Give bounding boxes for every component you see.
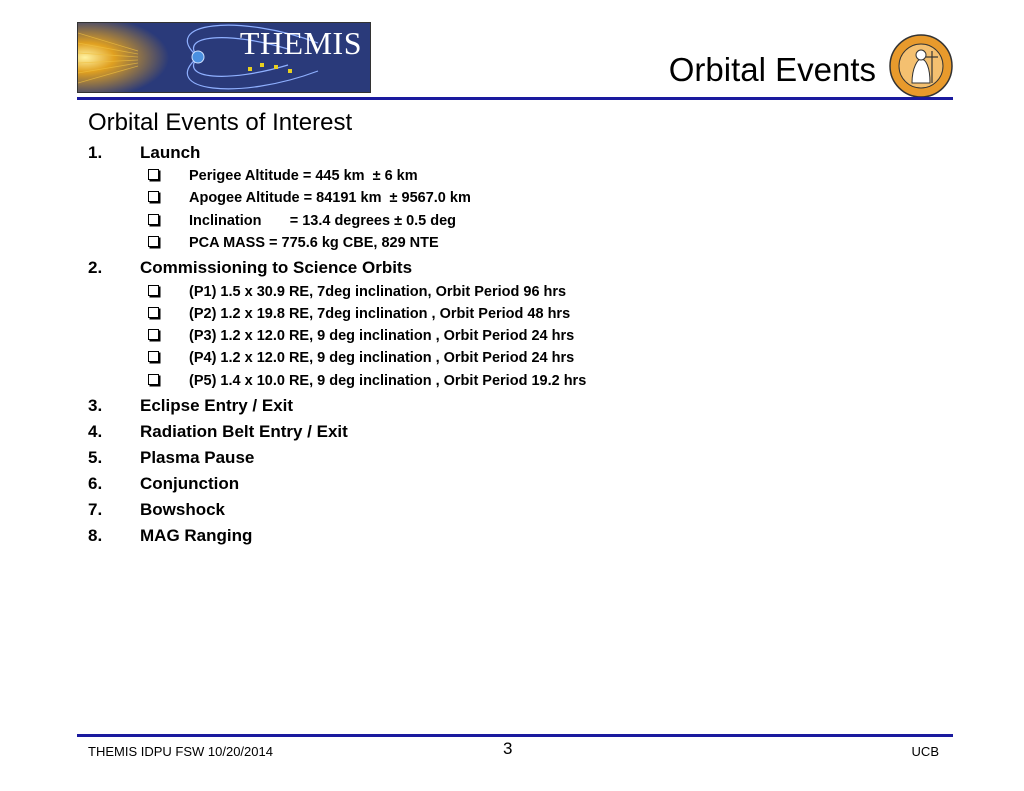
checkbox-bullet-icon [148, 307, 159, 318]
checkbox-bullet-icon [148, 214, 159, 225]
sub-item: PCA MASS = 775.6 kg CBE, 829 NTE [148, 234, 439, 252]
page-number: 3 [503, 739, 513, 758]
sub-item: (P5) 1.4 x 10.0 RE, 9 deg inclination , Orbit Period 19.2 hrs [148, 372, 586, 390]
logo-wordmark: THEMIS [239, 25, 362, 61]
list-item-eclipse: 3. Eclipse Entry / Exit [88, 396, 294, 415]
sub-item: (P2) 1.2 x 19.8 RE, 7deg inclination , Orbit Period 48 hrs [148, 305, 570, 323]
checkbox-bullet-icon [148, 329, 159, 340]
footer-rule [77, 734, 953, 737]
checkbox-bullet-icon [148, 236, 159, 247]
list-item-bowshock: 7. Bowshock [88, 500, 226, 519]
themis-seal-logo [888, 33, 954, 99]
list-item-launch: 1. Launch [88, 143, 201, 162]
sub-item: Apogee Altitude = 84191 km ± 9567.0 km [148, 189, 471, 207]
sub-item: (P4) 1.2 x 12.0 RE, 9 deg inclination , Orbit Period 24 hrs [148, 349, 574, 367]
list-item-radiation-belt: 4. Radiation Belt Entry / Exit [88, 422, 348, 441]
slide-title: Orbital Events [668, 51, 876, 88]
checkbox-bullet-icon [148, 351, 159, 362]
checkbox-bullet-icon [148, 374, 159, 385]
footer-left-text: THEMIS IDPU FSW 10/20/2014 [88, 744, 273, 759]
themis-logo [77, 22, 371, 93]
footer-right-text: UCB [911, 744, 939, 759]
list-item-plasma-pause: 5. Plasma Pause [88, 448, 255, 467]
checkbox-bullet-icon [148, 191, 159, 202]
sub-item: Inclination = 13.4 degrees ± 0.5 deg [148, 212, 456, 230]
checkbox-bullet-icon [148, 285, 159, 296]
list-item-conjunction: 6. Conjunction [88, 474, 240, 493]
checkbox-bullet-icon [148, 169, 159, 180]
sub-item: (P3) 1.2 x 12.0 RE, 9 deg inclination , Orbit Period 24 hrs [148, 327, 574, 345]
sub-item: Perigee Altitude = 445 km ± 6 km [148, 167, 418, 185]
header-rule [77, 97, 953, 100]
section-heading: Orbital Events of Interest [88, 109, 353, 136]
list-item-commissioning: 2. Commissioning to Science Orbits [88, 258, 413, 277]
list-item-mag-ranging: 8. MAG Ranging [88, 526, 253, 545]
sub-item: (P1) 1.5 x 30.9 RE, 7deg inclination, Orbit Period 96 hrs [148, 283, 566, 301]
